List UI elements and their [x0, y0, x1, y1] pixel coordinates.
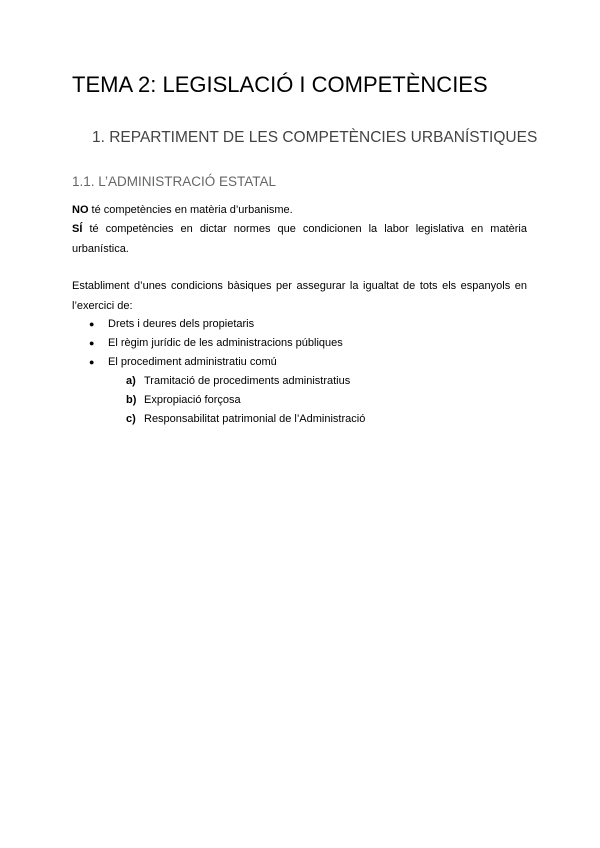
list-item-text: Drets i deures dels propietaris	[108, 318, 255, 330]
sub-list-item	[126, 372, 350, 392]
sub-list-item	[126, 410, 365, 430]
list-item-text: El règim jurídic de les administracions públiques	[108, 337, 343, 349]
paragraph-si	[72, 220, 527, 259]
bullet-icon: ●	[89, 319, 95, 329]
bullet-icon: ●	[89, 357, 95, 367]
sub-list-letter: b)	[126, 394, 137, 406]
list-item	[89, 334, 343, 354]
sub-list-text: Tramitació de procediments administratius	[144, 375, 351, 387]
no-label: NO	[72, 204, 89, 216]
intro-paragraph: Establiment d’unes condicions bàsiques per assegurar la igualtat de tots els espanyols en l’exercici de:	[72, 280, 527, 312]
sub-list-item	[126, 391, 241, 411]
section-heading: 1. REPARTIMENT DE LES COMPETÈNCIES URBANÍSTIQUES	[92, 129, 538, 146]
sub-list-text: Expropiació forçosa	[144, 394, 241, 406]
list-item	[89, 353, 277, 373]
list-item-text: El procediment administratiu comú	[108, 356, 277, 368]
si-label: SÍ	[72, 223, 83, 235]
document-title: TEMA 2: LEGISLACIÓ I COMPETÈNCIES	[72, 72, 488, 97]
no-text: té competències en matèria d’urbanisme.	[88, 204, 293, 216]
bullet-icon: ●	[89, 338, 95, 348]
list-item	[89, 315, 254, 335]
sub-list-letter: c)	[126, 413, 136, 425]
si-text: té competències en dictar normes que condicionen la labor legislativa en matèria urbanística.	[72, 223, 527, 255]
subsection-heading: 1.1. L’ADMINISTRACIÓ ESTATAL	[72, 174, 277, 189]
sub-list-text: Responsabilitat patrimonial de l’Administració	[144, 413, 366, 425]
paragraph-no	[72, 201, 527, 221]
sub-list-letter: a)	[126, 375, 136, 387]
